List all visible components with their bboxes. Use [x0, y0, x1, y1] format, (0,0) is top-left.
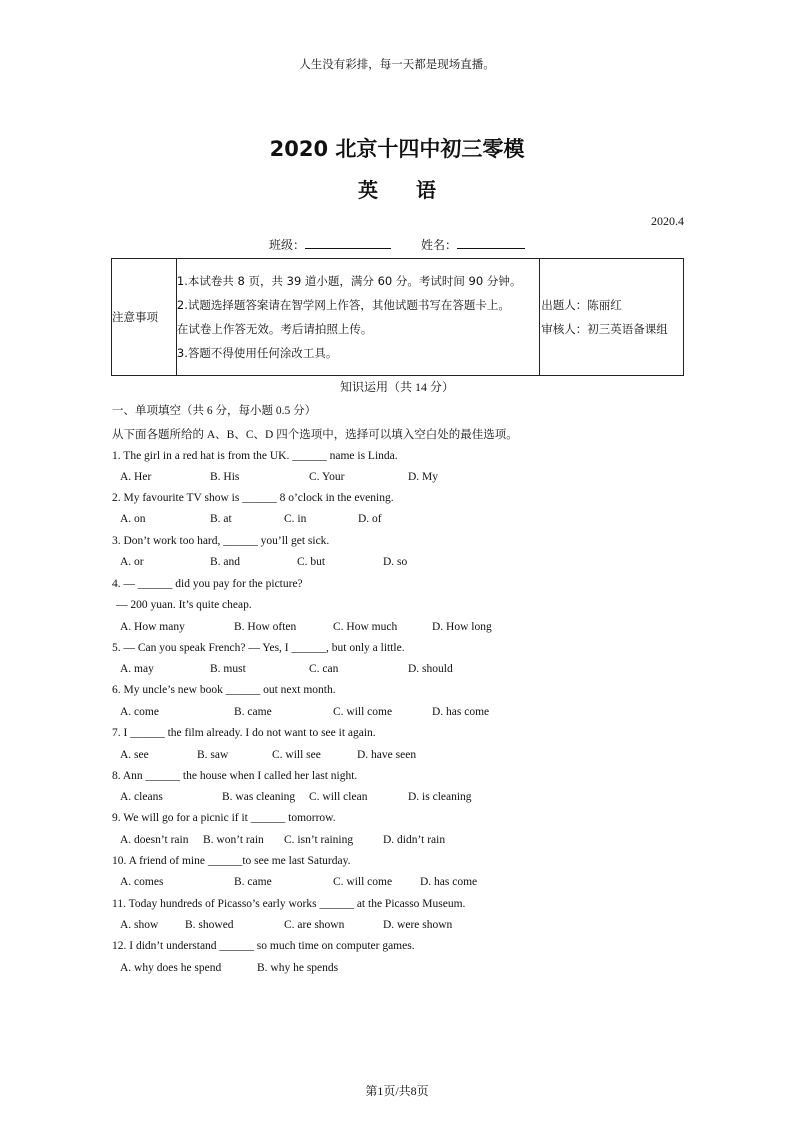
option: A. or — [120, 556, 144, 568]
option: A. see — [120, 749, 149, 761]
question-stem: 7. I ______ the film already. I do not want to see it again. — [112, 727, 376, 739]
option: C. but — [297, 556, 326, 568]
option: D. so — [383, 556, 408, 568]
notice-rule: 2.试题选择题答案请在智学网上作答，其他试题书写在答题卡上。 — [176, 298, 510, 312]
question-stem: 8. Ann ______ the house when I called her last night. — [112, 770, 358, 782]
option: B. showed — [185, 919, 234, 931]
class-label: 班级： — [268, 238, 305, 252]
option: D. is cleaning — [408, 791, 472, 803]
option: A. How many — [120, 621, 185, 633]
option: B. why he spends — [257, 962, 339, 974]
notice-reviewer: 审核人：初三英语备课组 — [541, 322, 668, 336]
class-blank[interactable] — [305, 236, 391, 249]
notice-rules — [176, 259, 539, 376]
name-blank[interactable] — [457, 236, 525, 249]
question-stem: 12. I didn’t understand ______ so much time on computer games. — [112, 940, 415, 952]
question-stem: 9. We will go for a picnic if it ______ tomorrow. — [112, 812, 336, 824]
question-stem: 1. The girl in a red hat is from the UK. ______ name is Linda. — [112, 450, 398, 462]
option: B. must — [210, 663, 246, 675]
option: A. on — [120, 513, 146, 525]
notice-table — [111, 258, 684, 376]
option: B. came — [234, 876, 272, 888]
option: A. show — [120, 919, 159, 931]
option: A. doesn’t rain — [120, 834, 189, 846]
option: B. How often — [234, 621, 297, 633]
exam-title: 2020 北京十四中初三零模 — [269, 137, 525, 161]
option: B. saw — [197, 749, 229, 761]
option: A. why does he spend — [120, 962, 222, 974]
option: B. came — [234, 706, 272, 718]
question-stem: 5. — Can you speak French? — Yes, I ______, but only a little. — [112, 642, 405, 654]
option: B. was cleaning — [222, 791, 296, 803]
option: D. were shown — [383, 919, 453, 931]
notice-rule: 在试卷上作答无效。考后请拍照上传。 — [176, 322, 373, 336]
option: B. won’t rain — [203, 834, 264, 846]
option: A. come — [120, 706, 159, 718]
option: D. didn’t rain — [383, 834, 446, 846]
header-motto: 人生没有彩排，每一天都是现场直播。 — [299, 59, 495, 71]
option: D. have seen — [357, 749, 417, 761]
option: A. Her — [120, 471, 152, 483]
question-stem: 10. A friend of mine ______to see me last Saturday. — [112, 855, 351, 867]
option: C. will see — [272, 749, 321, 761]
exam-date: 2020.4 — [651, 214, 684, 228]
option: C. will come — [333, 706, 393, 718]
name-label: 姓名： — [421, 238, 458, 252]
question-answer-line: — 200 yuan. It’s quite cheap. — [116, 599, 252, 611]
section-heading: 知识运用（共 14 分） — [339, 380, 454, 394]
notice-rule: 3.答题不得使用任何涂改工具。 — [176, 346, 338, 360]
question-stem: 2. My favourite TV show is ______ 8 o’clock in the evening. — [112, 492, 394, 504]
option: C. How much — [333, 621, 398, 633]
option: C. will clean — [309, 791, 368, 803]
option: D. of — [358, 513, 382, 525]
option: D. has come — [420, 876, 478, 888]
option: A. cleans — [120, 791, 163, 803]
option: A. comes — [120, 876, 164, 888]
question-stem: 6. My uncle’s new book ______ out next month. — [112, 684, 336, 696]
option: C. can — [309, 663, 339, 675]
student-info — [0, 236, 794, 253]
option: C. will come — [333, 876, 393, 888]
option: C. in — [284, 513, 307, 525]
option: B. His — [210, 471, 240, 483]
notice-rule: 1.本试卷共 8 页，共 39 道小题，满分 60 分。考试时间 90 分钟。 — [176, 274, 522, 288]
option: A. may — [120, 663, 154, 675]
exam-subject: 英语 — [358, 178, 474, 202]
option: D. How long — [432, 621, 492, 633]
part-instruction: 从下面各题所给的 A、B、C、D 四个选项中，选择可以填入空白处的最佳选项。 — [112, 429, 518, 441]
option: D. should — [408, 663, 453, 675]
option: C. isn’t raining — [284, 834, 354, 846]
option: D. My — [408, 471, 439, 483]
question-stem: 3. Don’t work too hard, ______ you’ll get sick. — [112, 535, 330, 547]
option: C. are shown — [284, 919, 345, 931]
part-title: 一、单项填空（共 6 分，每小题 0.5 分） — [112, 405, 317, 417]
question-stem: 4. — ______ did you pay for the picture? — [112, 578, 303, 590]
option: B. at — [210, 513, 232, 525]
question-stem: 11. Today hundreds of Picasso’s early works ______ at the Picasso Museum. — [112, 898, 466, 910]
option: B. and — [210, 556, 241, 568]
page-footer: 第1页/共8页 — [365, 1084, 429, 1098]
notice-author: 出题人：陈丽红 — [541, 298, 622, 312]
option: D. has come — [432, 706, 490, 718]
notice-label: 注意事项 — [112, 259, 177, 376]
option: C. Your — [309, 471, 345, 483]
notice-staff — [540, 259, 684, 376]
